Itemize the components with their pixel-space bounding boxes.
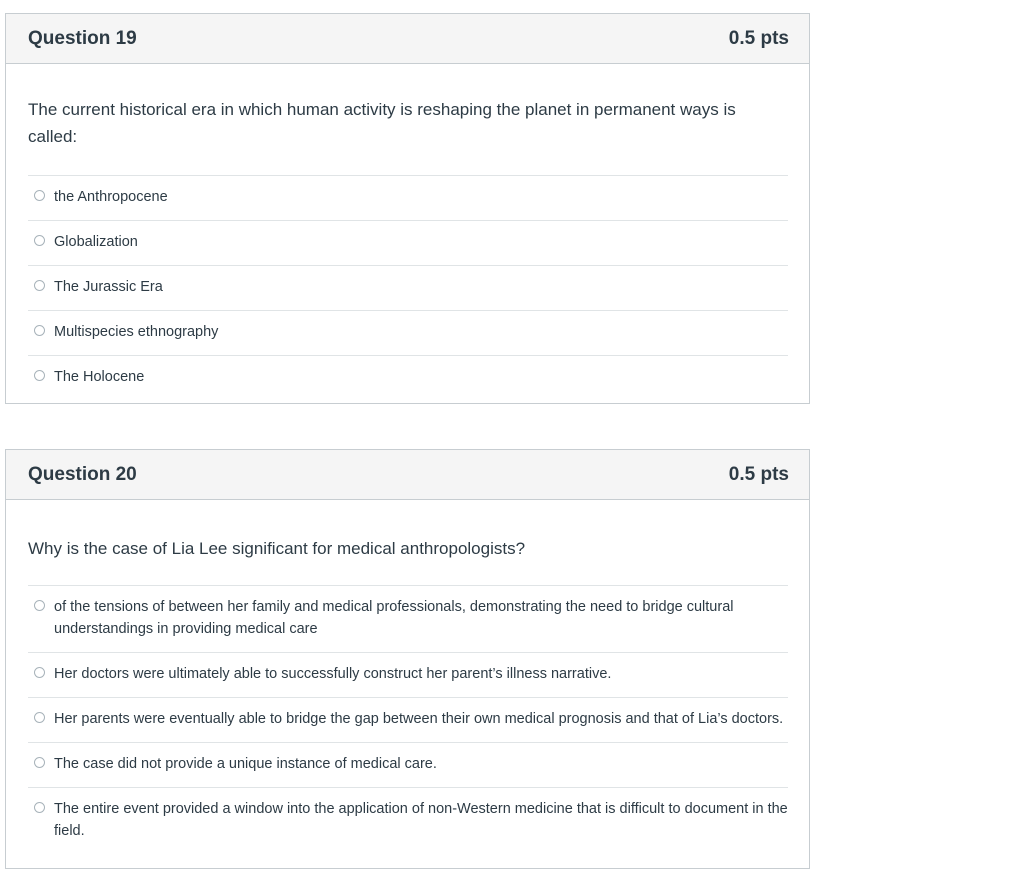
- answer-option-4[interactable]: [28, 743, 788, 788]
- question-19-card: [5, 13, 810, 404]
- answer-label: Her parents were eventually able to bridge the gap between their own medical prognosis and that of Lia’s doctors.: [54, 711, 784, 727]
- radio-button[interactable]: [34, 600, 45, 611]
- question-text: The current historical era in which human activity is reshaping the planet in permanent ways is called:: [28, 100, 736, 146]
- question-points: 0.5 pts: [728, 463, 789, 485]
- answer-label: The Jurassic Era: [54, 279, 163, 295]
- question-header: [6, 14, 809, 64]
- question-title: Question 20: [28, 463, 137, 485]
- answer-option-holocene[interactable]: [28, 356, 788, 400]
- question-body: [6, 535, 809, 854]
- radio-button[interactable]: [34, 712, 45, 723]
- question-title: Question 19: [28, 27, 137, 49]
- radio-button[interactable]: [34, 757, 45, 768]
- answer-label: Globalization: [54, 234, 138, 250]
- answer-option-anthropocene[interactable]: [28, 176, 788, 221]
- answer-label: The case did not provide a unique instance of medical care.: [54, 756, 437, 772]
- answer-option-multispecies-ethnography[interactable]: [28, 311, 788, 356]
- question-text: Why is the case of Lia Lee significant for medical anthropologists?: [28, 539, 526, 558]
- radio-button[interactable]: [34, 235, 45, 246]
- answer-option-globalization[interactable]: [28, 221, 788, 266]
- radio-button[interactable]: [34, 370, 45, 381]
- question-points: 0.5 pts: [728, 27, 789, 49]
- answer-label: Her doctors were ultimately able to successfully construct her parent’s illness narrative.: [54, 666, 612, 682]
- radio-button[interactable]: [34, 667, 45, 678]
- radio-button[interactable]: [34, 190, 45, 201]
- question-header: [6, 450, 809, 500]
- answer-list: [28, 175, 788, 400]
- answer-option-jurassic-era[interactable]: [28, 266, 788, 311]
- answer-option-1[interactable]: [28, 586, 788, 653]
- answer-label: Multispecies ethnography: [54, 324, 219, 340]
- answer-option-2[interactable]: [28, 653, 788, 698]
- answer-label: the Anthropocene: [54, 189, 168, 205]
- question-20-card: [5, 449, 810, 869]
- answer-option-3[interactable]: [28, 698, 788, 743]
- radio-button[interactable]: [34, 280, 45, 291]
- answer-label: of the tensions of between her family and medical professionals, demonstrating the need to bridge cultural understandings in providing medical care: [54, 599, 734, 637]
- answer-list: [28, 585, 788, 854]
- radio-button[interactable]: [34, 325, 45, 336]
- answer-option-5[interactable]: [28, 788, 788, 854]
- question-body: [6, 96, 809, 400]
- answer-label: The entire event provided a window into the application of non-Western medicine that is difficult to document in the field.: [54, 801, 788, 839]
- radio-button[interactable]: [34, 802, 45, 813]
- answer-label: The Holocene: [54, 369, 145, 385]
